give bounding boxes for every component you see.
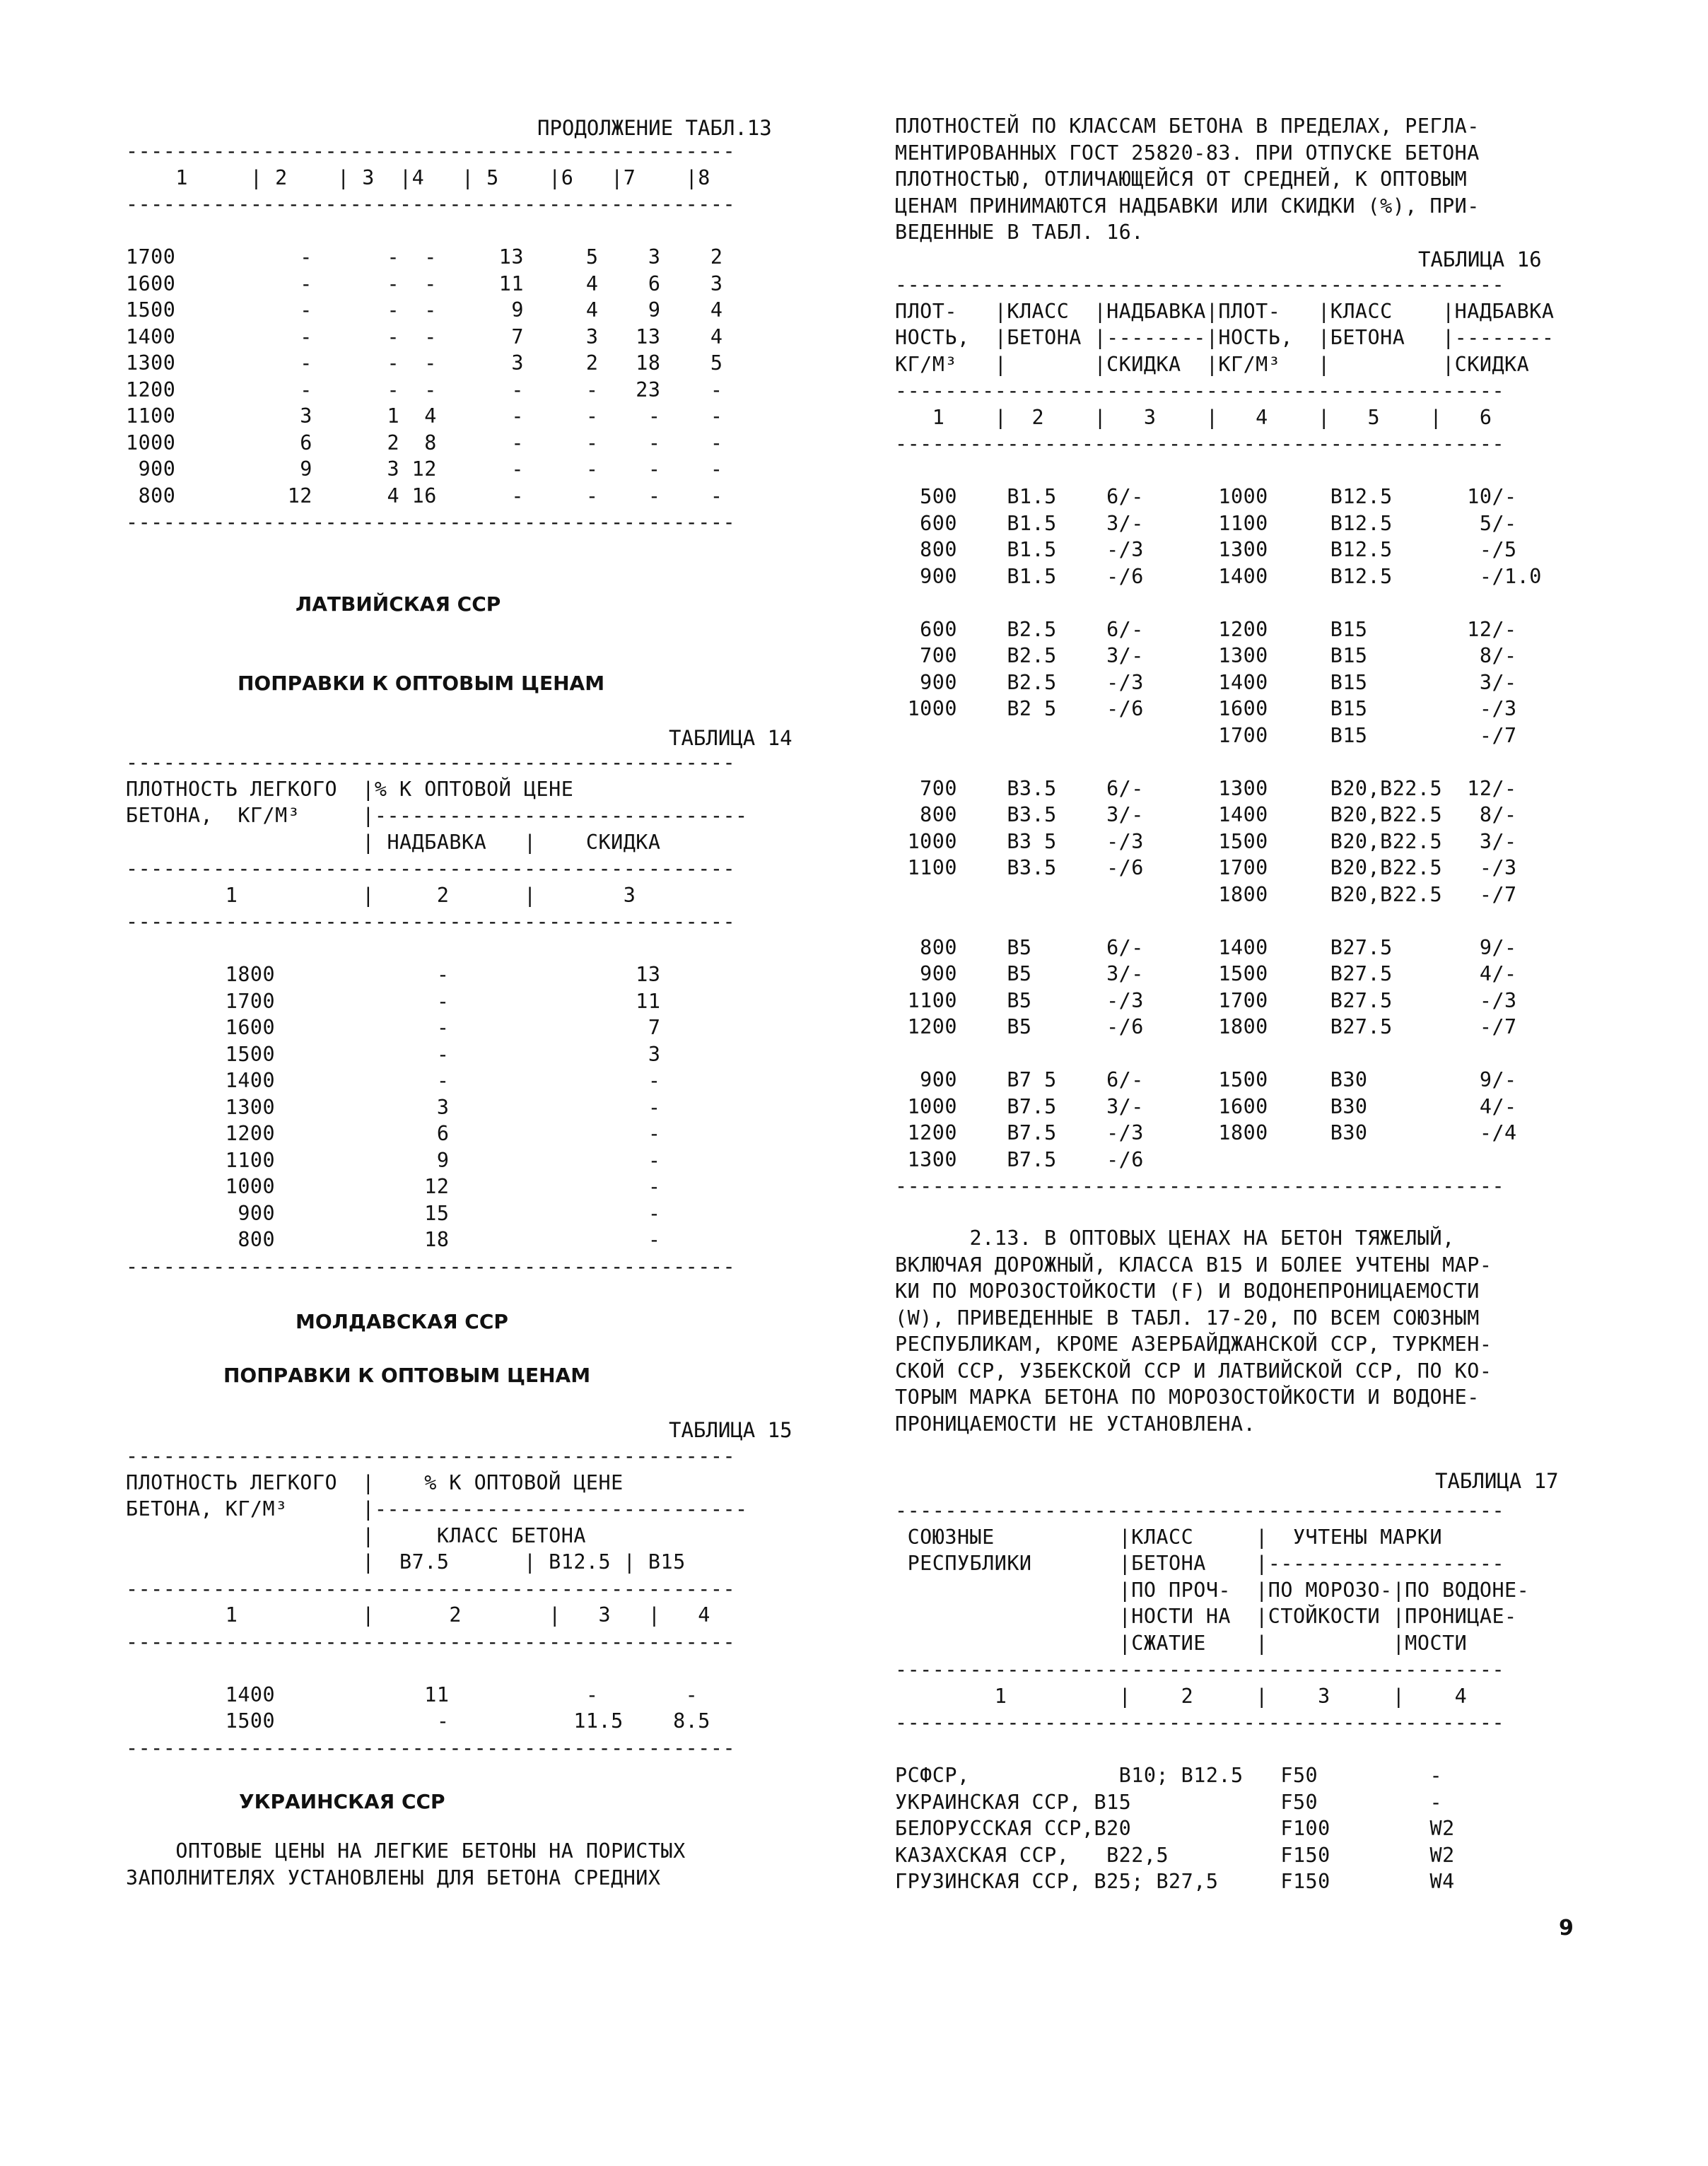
table17-caption: ТАБЛИЦА 17 (1435, 1469, 1559, 1493)
table13-continuation: ------------------------------------------------- 1 | 2 | 3 |4 | 5 |6 |7 |8 ------------------------------------------------- 1700 - - - 13 5 3 2 1600 - - - 11 4 6 3 1500 - - - 9 4 9 4 1400 - - - 7 3 13 4 1300 - - - 3 2 18 5 1200 - - - - - 23 - 1100 3 1 4 - - - - 1000 6 2 8 - - - - 900 9 3 12 - - - - 800 12 4 16 - - - - ------------------------------------------------- (126, 139, 736, 534)
table14: ------------------------------------------------- ПЛОТНОСТЬ ЛЕГКОГО |% К ОПТОВОЙ ЦЕНЕ БЕТОНА, КГ/М³ |------------------------------ | НАДБАВКА | СКИДКА ------------------------------------------------- 1 | 2 | 3 ------------------------------------------------- 1800 - 13 1700 - 11 1600 - 7 1500 - 3 1400 - - 1300 3 - 1200 6 - 1100 9 - 1000 12 - 900 15 - 800 18 - ------------------------------------------------- (126, 751, 748, 1278)
table17: ------------------------------------------------- СОЮЗНЫЕ |КЛАСС | УЧТЕНЫ МАРКИ РЕСПУБЛИКИ |БЕТОНА |------------------- |ПО ПРОЧ- |ПО МОРОЗО-|ПО ВОДОНЕ- |НОСТИ НА |СТОЙКОСТИ |ПРОНИЦАЕ- |СЖАТИЕ | |МОСТИ ------------------------------------------------- 1 | 2 | 3 | 4 ------------------------------------------------- РСФСР, B10; B12.5 F50 - УКРАИНСКАЯ ССР, B15 F50 - БЕЛОРУССКАЯ ССР,B20 F100 W2 КАЗАХСКАЯ ССР, B22,5 F150 W2 ГРУЗИНСКАЯ ССР, B25; B27,5 F150 W4 (895, 1499, 1530, 1893)
table15-caption: ТАБЛИЦА 15 (669, 1418, 792, 1442)
table14-caption: ТАБЛИЦА 14 (669, 726, 792, 750)
table15: ------------------------------------------------- ПЛОТНОСТЬ ЛЕГКОГО | % К ОПТОВОЙ ЦЕНЕ БЕТОНА, КГ/М³ |------------------------------ | КЛАСС БЕТОНА | B7.5 | B12.5 | B15 ------------------------------------------------- 1 | 2 | 3 | 4 ------------------------------------------------- 1400 11 - - 1500 - 11.5 8.5 ------------------------------------------------- (126, 1444, 748, 1760)
table16-caption: ТАБЛИЦА 16 (1418, 247, 1542, 271)
ukraine-paragraph: ОПТОВЫЕ ЦЕНЫ НА ЛЕГКИЕ БЕТОНЫ НА ПОРИСТЫХ ЗАПОЛНИТЕЛЯХ УСТАНОВЛЕНЫ ДЛЯ БЕТОНА СРЕДНИХ (126, 1839, 686, 1890)
latvia-republic-heading: ЛАТВИЙСКАЯ ССР (296, 592, 501, 616)
table16: ------------------------------------------------- ПЛОТ- |КЛАСС |НАДБАВКА|ПЛОТ- |КЛАСС |НАДБАВКА НОСТЬ, |БЕТОНА |--------|НОСТЬ, |БЕТОНА |-------- КГ/М³ | |СКИДКА |КГ/М³ | |СКИДКА ------------------------------------------------- 1 | 2 | 3 | 4 | 5 | 6 ------------------------------------------------- 500 B1.5 6/- 1000 B12.5 10/- 600 B1.5 3/- 1100 B12.5 5/- 800 B1.5 -/3 1300 B12.5 -/5 900 B1.5 -/6 1400 B12.5 -/1.0 600 B2.5 6/- 1200 B15 12/- 700 B2.5 3/- 1300 B15 8/- 900 B2.5 -/3 1400 B15 3/- 1000 B2 5 -/6 1600 B15 -/3 1700 B15 -/7 700 B3.5 6/- 1300 B20,B22.5 12/- 800 B3.5 3/- 1400 B20,B22.5 8/- 1000 B3 5 -/3 1500 B20,B22.5 3/- 1100 B3.5 -/6 1700 B20,B22.5 -/3 1800 B20,B22.5 -/7 800 B5 6/- 1400 B27.5 9/- 900 B5 3/- 1500 B27.5 4/- 1100 B5 -/3 1700 B27.5 -/3 1200 B5 -/6 1800 B27.5 -/7 900 B7 5 6/- 1500 B30 9/- 1000 B7.5 3/- 1600 B30 4/- 1200 B7.5 -/3 1800 B30 -/4 1300 B7.5 -/6 ------------------------------------------------- (895, 273, 1555, 1198)
paragraph-2-13: 2.13. В ОПТОВЫХ ЦЕНАХ НА БЕТОН ТЯЖЕЛЫЙ, ВКЛЮЧАЯ ДОРОЖНЫЙ, КЛАССА B15 И БОЛЕЕ УЧТЕНЫ МАР- КИ ПО МОРОЗОСТОЙКОСТИ (F) И ВОДОНЕПРОНИЦАЕМОСТИ (W), ПРИВЕДЕННЫЕ В ТАБЛ. 17-20, ПО ВСЕМ СОЮЗНЫМ РЕСПУБЛИКАМ, КРОМЕ АЗЕРБАЙДЖАНСКОЙ ССР, ТУРКМЕН- СКОЙ ССР, УЗБЕКСКОЙ ССР И ЛАТВИЙСКОЙ ССР, ПО КО- ТОРЫМ МАРКА БЕТОНА ПО МОРОЗОСТОЙКОСТИ И ВОДОНЕ- ПРОНИЦАЕМОСТИ НЕ УСТАНОВЛЕНА. (895, 1227, 1492, 1436)
moldova-section-title: ПОПРАВКИ К ОПТОВЫМ ЦЕНАМ (223, 1364, 591, 1387)
latvia-section-title: ПОПРАВКИ К ОПТОВЫМ ЦЕНАМ (238, 672, 605, 695)
table13-continuation-caption: ПРОДОЛЖЕНИЕ ТАБЛ.13 (537, 116, 772, 140)
continued-paragraph: ПЛОТНОСТЕЙ ПО КЛАССАМ БЕТОНА В ПРЕДЕЛАХ, РЕГЛА- МЕНТИРОВАННЫХ ГОСТ 25820-83. ПРИ ОТПУСКЕ БЕТОНА ПЛОТНОСТЬЮ, ОТЛИЧАЮЩЕЙСЯ ОТ СРЕДНЕЙ, К ОПТОВЫМ ЦЕНАМ ПРИНИМАЮТСЯ НАДБАВКИ ИЛИ СКИДКИ (%), ПРИ- ВЕДЕННЫЕ В ТАБЛ. 16. (895, 115, 1480, 244)
moldova-republic-heading: МОЛДАВСКАЯ ССР (296, 1310, 508, 1333)
ukraine-republic-heading: УКРАИНСКАЯ ССР (239, 1790, 445, 1813)
page-number: 9 (1559, 1916, 1574, 1940)
